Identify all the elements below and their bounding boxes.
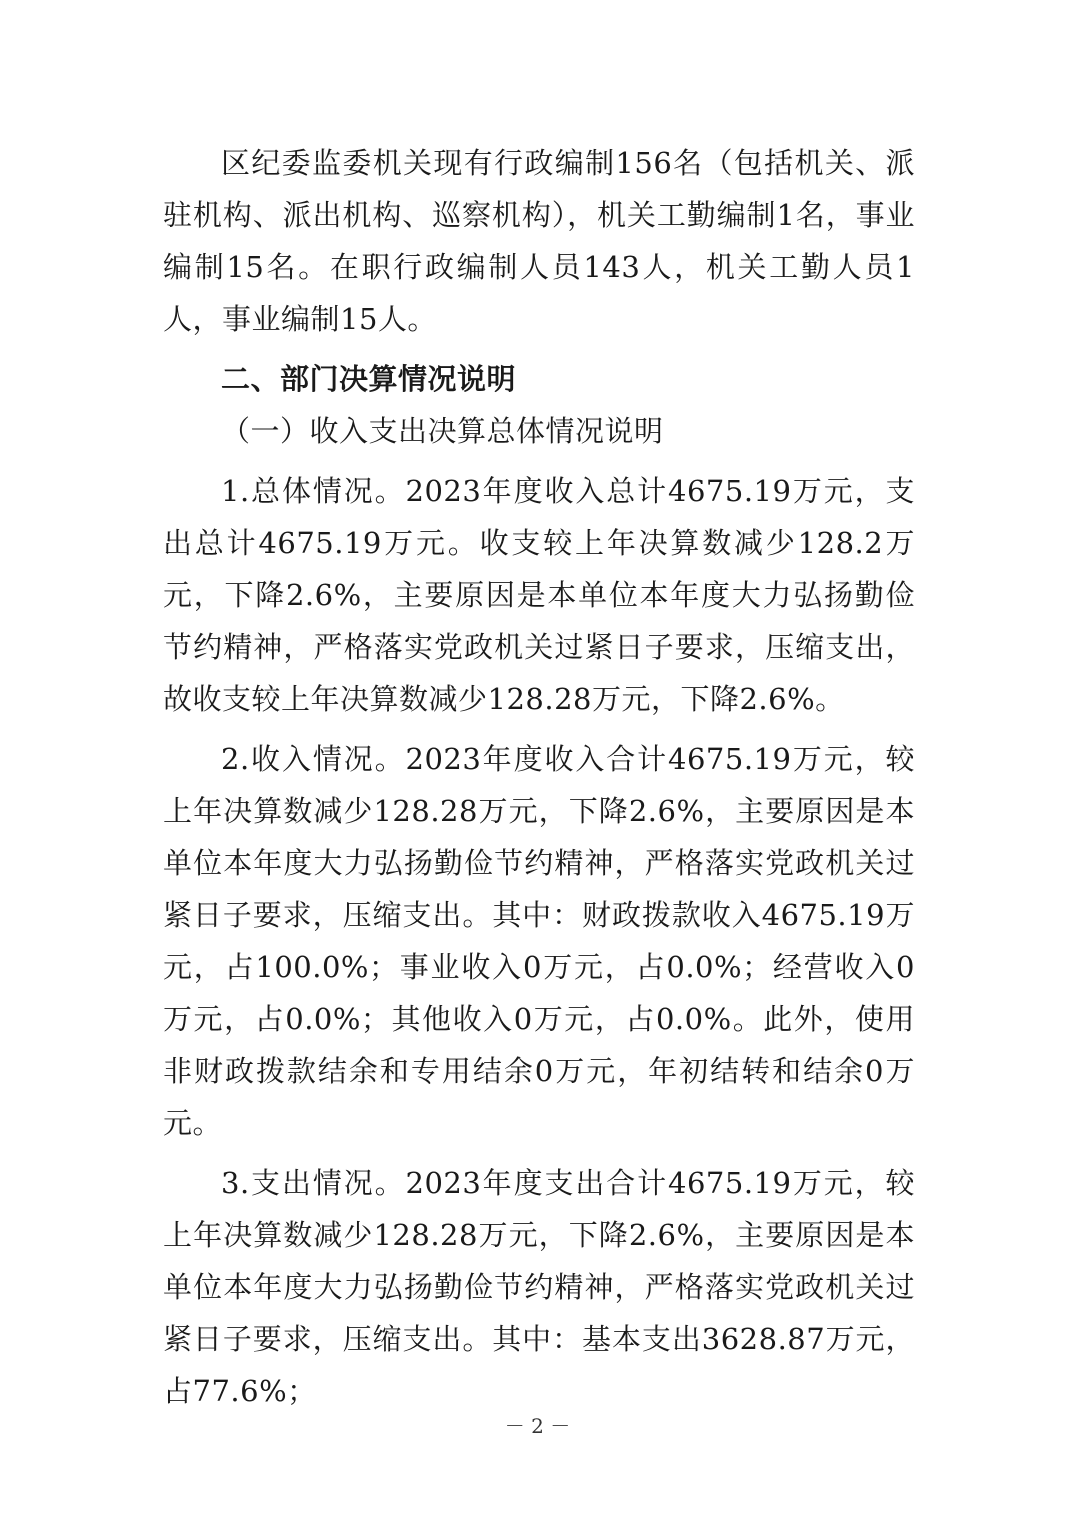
sub-heading: （一）收入支出决算总体情况说明 <box>221 414 664 448</box>
overall-paragraph: 1.总体情况。2023年度收入总计4675.19万元，支出总计4675.19万元。收支较上年决算数减少128.2万元，下降2.6%，主要原因是本单位本年度大力弘扬勤俭节约精神，严格落实党政机关过紧日子要求，压缩支出，故收支较上年决算数减少128.28万元，下降2.6%。 <box>163 474 915 716</box>
income-paragraph: 2.收入情况。2023年度收入合计4675.19万元，较上年决算数减少128.28万元，下降2.6%，主要原因是本单位本年度大力弘扬勤俭节约精神，严格落实党政机关过紧日子要求，压缩支出。其中：财政拨款收入4675.19万元，占100.0%；事业收入0万元，占0.0%；经营收入0万元，占0.0%；其他收入0万元，占0.0%。此外，使用非财政拨款结余和专用结余0万元，年初结转和结余0万元。 <box>163 742 915 1140</box>
section-heading: 二、部门决算情况说明 <box>221 362 517 396</box>
document-body <box>163 137 915 1417</box>
page-number: － 2 － <box>504 1414 571 1438</box>
staffing-paragraph: 区纪委监委机关现有行政编制156名（包括机关、派驻机构、派出机构、巡察机构），机关工勤编制1名，事业编制15名。在职行政编制人员143人，机关工勤人员1人，事业编制15人。 <box>163 146 915 336</box>
expenditure-paragraph: 3.支出情况。2023年度支出合计4675.19万元，较上年决算数减少128.28万元，下降2.6%，主要原因是本单位本年度大力弘扬勤俭节约精神，严格落实党政机关过紧日子要求，压缩支出。其中：基本支出3628.87万元，占77.6%； <box>163 1166 915 1408</box>
